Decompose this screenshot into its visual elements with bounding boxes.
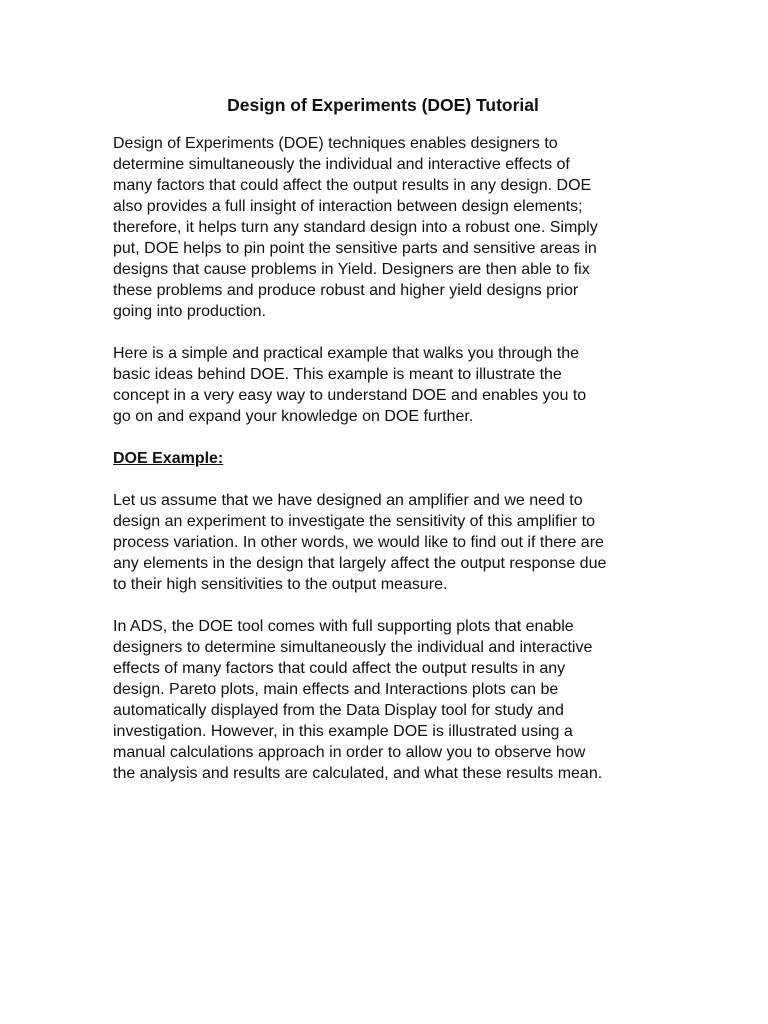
text-line: In ADS, the DOE tool comes with full supporting plots that enable <box>113 618 574 635</box>
text-line: concept in a very easy way to understand DOE and enables you to <box>113 387 587 404</box>
text-line: put, DOE helps to pin point the sensitive parts and sensitive areas in <box>113 240 597 257</box>
text-line: design. Pareto plots, main effects and Interactions plots can be <box>113 681 559 698</box>
page-title: Design of Experiments (DOE) Tutorial <box>227 95 539 115</box>
text-line: to their high sensitivities to the output measure. <box>113 576 448 593</box>
text-line: effects of many factors that could affect the output results in any <box>113 660 566 677</box>
text-line: any elements in the design that largely affect the output response due <box>113 555 607 572</box>
intro-paragraph <box>113 133 673 322</box>
text-line: Let us assume that we have designed an amplifier and we need to <box>113 492 583 509</box>
example-intro-paragraph <box>113 343 673 427</box>
text-line: the analysis and results are calculated, and what these results mean. <box>113 765 603 782</box>
text-line: designers to determine simultaneously the individual and interactive <box>113 639 593 656</box>
text-line: designs that cause problems in Yield. Designers are then able to fix <box>113 261 590 278</box>
text-line: also provides a full insight of interaction between design elements; <box>113 198 583 215</box>
text-line: therefore, it helps turn any standard design into a robust one. Simply <box>113 219 598 236</box>
text-line: manual calculations approach in order to allow you to observe how <box>113 744 586 761</box>
text-line: go on and expand your knowledge on DOE further. <box>113 408 474 425</box>
document-content <box>113 93 673 784</box>
text-line: these problems and produce robust and higher yield designs prior <box>113 282 579 299</box>
text-line: Here is a simple and practical example that walks you through the <box>113 345 580 362</box>
text-line: Design of Experiments (DOE) techniques enables designers to <box>113 135 558 152</box>
text-line: process variation. In other words, we would like to find out if there are <box>113 534 604 551</box>
section-heading: DOE Example: <box>113 450 224 467</box>
text-line: going into production. <box>113 303 266 320</box>
text-line: automatically displayed from the Data Display tool for study and <box>113 702 564 719</box>
text-line: basic ideas behind DOE. This example is meant to illustrate the <box>113 366 562 383</box>
text-line: determine simultaneously the individual and interactive effects of <box>113 156 570 173</box>
ads-tool-paragraph <box>113 616 673 784</box>
text-line: investigation. However, in this example DOE is illustrated using a <box>113 723 573 740</box>
text-line: design an experiment to investigate the sensitivity of this amplifier to <box>113 513 596 530</box>
text-line: many factors that could affect the output results in any design. DOE <box>113 177 592 194</box>
example-assumption-paragraph <box>113 490 673 595</box>
